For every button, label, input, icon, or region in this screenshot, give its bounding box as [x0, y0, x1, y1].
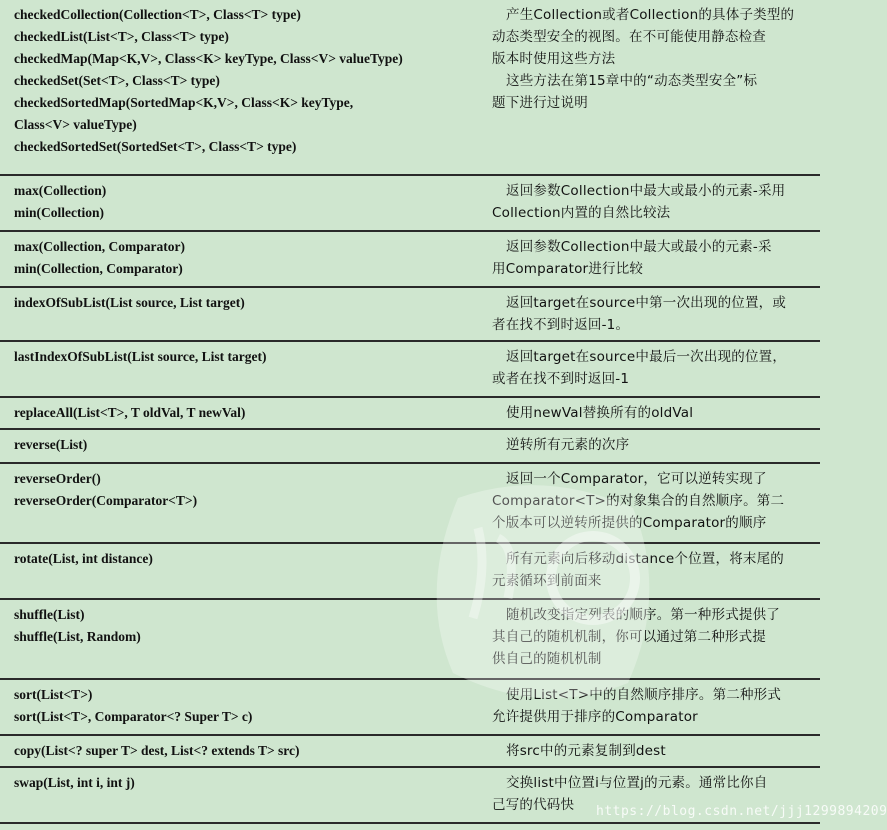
method-signature [14, 468, 484, 512]
method-signature-line: checkedMap(Map<K,V>, Class<K> keyType, Class<V> valueType) [14, 51, 403, 66]
method-description-line: 允许提供用于排序的Comparator [492, 709, 698, 725]
method-signature [14, 346, 484, 368]
blog-url-watermark: https://blog.csdn.net/jjj1299894209 [596, 804, 887, 819]
method-description-line: 个版本可以逆转所提供的Comparator的顺序 [492, 515, 767, 531]
method-signature [14, 4, 484, 158]
method-description-line: 用Comparator进行比较 [492, 261, 644, 277]
method-signature-line: min(Collection, Comparator) [14, 261, 183, 276]
method-description [492, 346, 810, 390]
method-signature-line: checkedList(List<T>, Class<T> type) [14, 29, 229, 44]
method-description-line: 使用newVal替换所有的oldVal [506, 405, 694, 421]
table-row [0, 736, 820, 768]
method-description-line: 版本时使用这些方法 [492, 51, 616, 67]
method-description-line: 供自己的随机机制 [492, 651, 602, 667]
method-description-line: 产生Collection或者Collection的具体子类型的 [506, 7, 795, 23]
method-signature-line: Class<V> valueType) [14, 117, 137, 132]
method-signature [14, 604, 484, 648]
method-signature [14, 548, 484, 570]
method-description [492, 684, 810, 728]
method-description-line: 返回target在source中最后一次出现的位置， [506, 349, 787, 365]
method-signature-line: indexOfSubList(List source, List target) [14, 295, 245, 310]
method-signature-line: max(Collection) [14, 183, 107, 198]
method-description-line: 这些方法在第15章中的“动态类型安全”标 [506, 73, 758, 89]
method-signature-line: checkedCollection(Collection<T>, Class<T> type) [14, 7, 301, 22]
method-description [492, 236, 810, 280]
table-row [0, 232, 820, 288]
method-signature-line: lastIndexOfSubList(List source, List target) [14, 349, 267, 364]
method-description [492, 604, 810, 670]
table-row [0, 600, 820, 680]
method-signature-line: reverseOrder(Comparator<T>) [14, 493, 198, 508]
method-description-line: Collection内置的自然比较法 [492, 205, 671, 221]
table-row [0, 680, 820, 736]
method-description-line: 随机改变指定列表的顺序。第一种形式提供了 [506, 607, 780, 623]
method-signature-line: max(Collection, Comparator) [14, 239, 185, 254]
method-description-line: 或者在找不到时返回-1 [492, 371, 630, 387]
table-row [0, 176, 820, 232]
method-signature-line: shuffle(List) [14, 607, 85, 622]
method-signature [14, 292, 484, 314]
table-row [0, 0, 820, 176]
method-signature [14, 434, 484, 456]
method-description-line: 将src中的元素复制到dest [506, 743, 666, 759]
table-row [0, 464, 820, 544]
method-description-line: 其自己的随机机制，你可以通过第二种形式提 [492, 629, 766, 645]
method-description [492, 402, 810, 424]
method-description-line: 己写的代码快 [492, 797, 575, 813]
method-description-line: 返回target在source中第一次出现的位置，或 [506, 295, 787, 311]
method-signature-line: copy(List<? super T> dest, List<? extends T> src) [14, 743, 300, 758]
method-signature-line: shuffle(List, Random) [14, 629, 141, 644]
method-signature-line: sort(List<T>, Comparator<? Super T> c) [14, 709, 253, 724]
method-signature-line: replaceAll(List<T>, T oldVal, T newVal) [14, 405, 246, 420]
method-signature [14, 772, 484, 794]
table-row [0, 544, 820, 600]
method-description [492, 468, 810, 534]
method-description-line: 所有元素向后移动distance个位置，将末尾的 [506, 551, 785, 567]
method-description-line: 逆转所有元素的次序 [506, 437, 630, 453]
method-description-line: 题下进行过说明 [492, 95, 588, 111]
method-signature [14, 684, 484, 728]
method-signature-line: min(Collection) [14, 205, 104, 220]
method-signature-line: rotate(List, int distance) [14, 551, 153, 566]
method-description [492, 292, 810, 336]
method-signature-line: reverseOrder() [14, 471, 101, 486]
method-description [492, 180, 810, 224]
method-signature-line: checkedSet(Set<T>, Class<T> type) [14, 73, 220, 88]
method-signature [14, 236, 484, 280]
method-signature-line: swap(List, int i, int j) [14, 775, 135, 790]
method-description-line: 使用List<T>中的自然顺序排序。第二种形式 [506, 687, 782, 703]
table-row [0, 342, 820, 398]
method-signature [14, 402, 484, 424]
table-row [0, 398, 820, 430]
method-signature-line: checkedSortedMap(SortedMap<K,V>, Class<K> keyType, [14, 95, 354, 110]
method-description [492, 548, 810, 592]
method-description-line: 元素循环到前面来 [492, 573, 602, 589]
method-description-line: 者在找不到时返回-1。 [492, 317, 630, 333]
table-row [0, 288, 820, 342]
method-signature-line: reverse(List) [14, 437, 88, 452]
method-description-line: 返回一个Comparator，它可以逆转实现了 [506, 471, 767, 487]
method-signature [14, 740, 484, 762]
method-signature-line: checkedSortedSet(SortedSet<T>, Class<T> type) [14, 139, 297, 154]
method-description-line: 动态类型安全的视图。在不可能使用静态检查 [492, 29, 766, 45]
method-description [492, 4, 810, 114]
method-description-line: 交换list中位置i与位置j的元素。通常比你自 [506, 775, 768, 791]
method-description-line: 返回参数Collection中最大或最小的元素-采用 [506, 183, 786, 199]
table-row [0, 430, 820, 464]
method-description [492, 434, 810, 456]
method-description [492, 740, 810, 762]
method-description-line: Comparator<T>的对象集合的自然顺序。第二 [492, 493, 785, 509]
method-signature-line: sort(List<T>) [14, 687, 93, 702]
method-signature [14, 180, 484, 224]
method-description-line: 返回参数Collection中最大或最小的元素-采 [506, 239, 772, 255]
